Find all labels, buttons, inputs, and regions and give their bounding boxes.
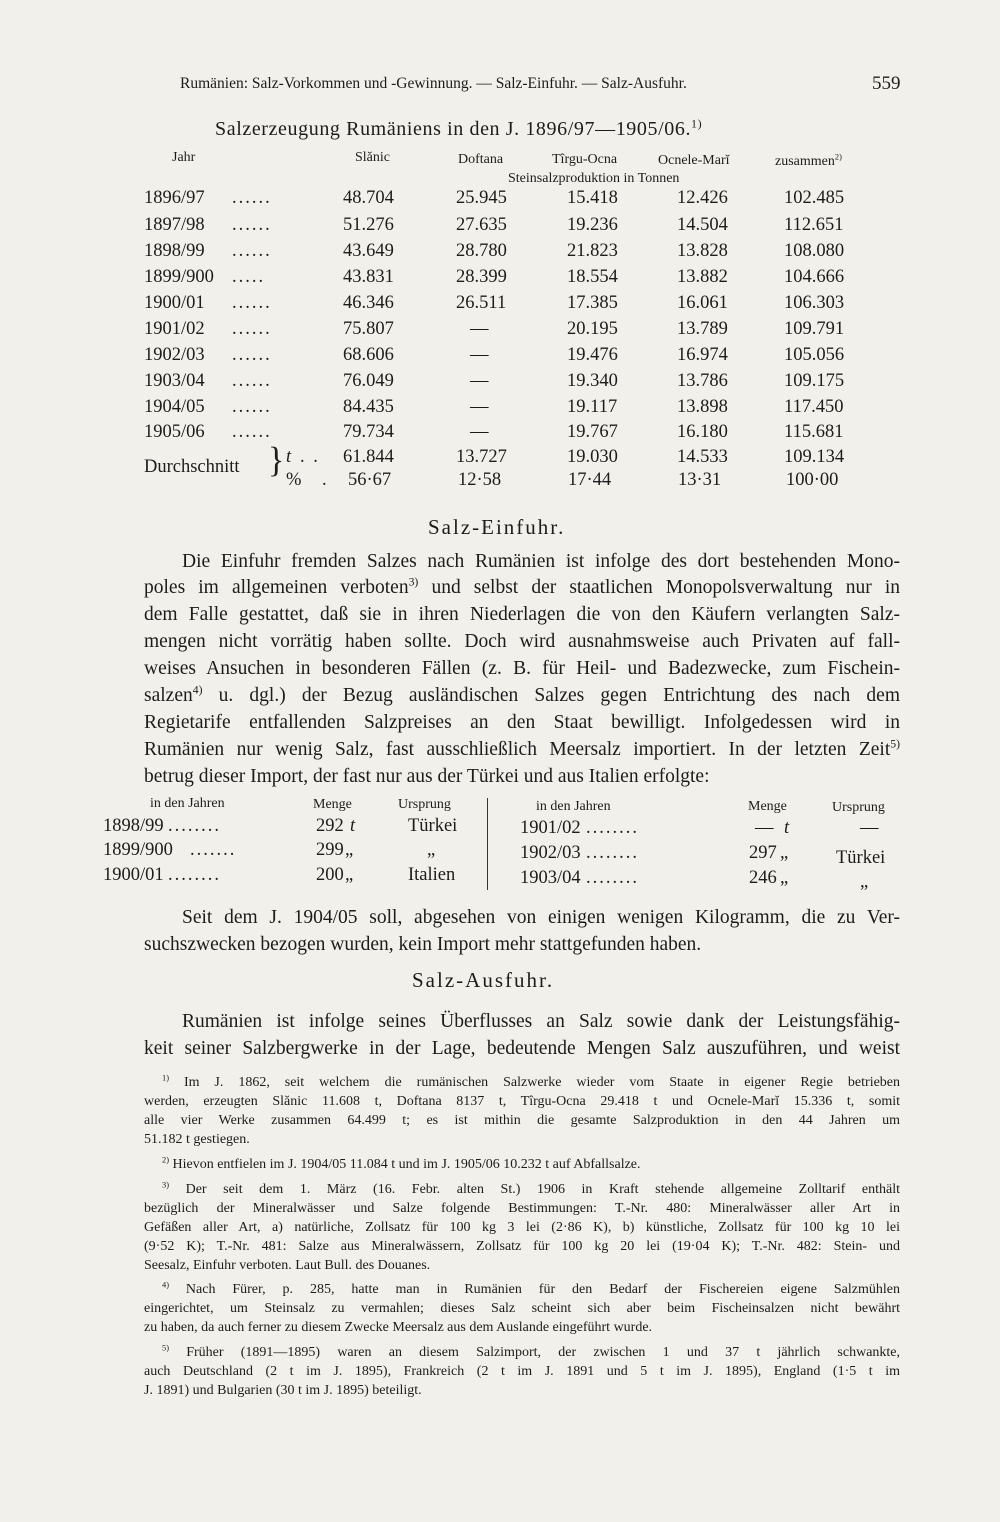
text-line: mengen nicht vorrätig haben sollte. Doch wird ausnahmsweise auch Privaten auf fall- [144,631,900,652]
table-title: Salzerzeugung Rumäniens in den J. 1896/97—1905/06.$^{1)}$ [215,116,703,140]
table-row: 1902/03 ...... 68.606 — 19.476 16.974 105.056 [144,345,845,365]
import-header-years: in den Jahren [150,796,225,811]
footnote-line: 51.182 t gestiegen. [144,1132,250,1147]
footnote-line: alle vier Werke zusammen 64.499 t; es ist mithin die gesamte Salzproduktion in den 44 Jahren um [144,1113,900,1128]
col-header-ocnele: Ocnele-Marĭ [658,153,730,168]
text-line: Rumänien ist infolge seines Überflusses an Salz sowie dank der Leistungsfähig- [182,1011,900,1032]
text-line: Regietarife entfallenden Salzpreises an den Staat bewilligt. Infolgedessen wird in [144,712,900,733]
page-number: 559 [872,73,901,94]
table-row: 1898/99 ...... 43.649 28.780 21.823 13.828 108.080 [144,241,845,261]
text-line: betrug dieser Import, der fast nur aus der Türkei und aus Italien erfolgte: [144,766,710,787]
table-row: 1897/98 ...... 51.276 27.635 19.236 14.504 112.651 [144,215,844,235]
table-row: 1901/02 ...... 75.807 — 20.195 13.789 109.791 [144,319,845,339]
col-header-year: Jahr [172,150,196,165]
table-row: 1896/97 ...... 48.704 25.945 15.418 12.426 102.485 [144,188,845,208]
import-header-origin: Ursprung [398,797,451,812]
col-header-tirgu: Tîrgu-Ocna [552,152,618,167]
table-row: 1905/06 ...... 79.734 — 19.767 16.180 115.681 [144,422,844,442]
table-row: 1900/01 ........ 200 „ Italien [103,865,456,885]
footnote-line: Seesalz, Einfuhr verboten. Laut Bull. des Douanes. [144,1258,431,1273]
footnote-line: eingerichtet, um Steinsalz zu vermahlen; dieses Salz scheint sich aber beim Fischeinsalzen nicht bewährt [144,1301,900,1316]
running-head: Rumänien: Salz-Vorkommen und -Gewinnung. — Salz-Einfuhr. — Salz-Ausfuhr. [180,75,687,92]
footnote-line: $^{5)}$ Früher (1891—1895) waren an diesem Salzimport, der zwischen 1 und 37 t jährlich schwankte, [162,1343,901,1360]
table-row: 1901/02 ........ — t — [520,818,879,838]
text-line: weises Ansuchen in besonderen Fällen (z. B. für Heil- und Badezwecke, zum Fischein- [144,658,900,679]
table-subheader: Steinsalzproduktion in Tonnen [508,171,680,186]
table-row: 1899/900 ....... 299 „ „ [103,840,436,860]
footnote-line: $^{3)}$ Der seit dem 1. März (16. Febr. alten St.) 1906 in Kraft stehende allgemeine Zolltarif enthält [162,1180,901,1197]
col-header-slanic: Slănic [355,150,390,165]
section-heading-import: Salz-Einfuhr. [428,515,566,539]
text-line: Die Einfuhr fremden Salzes nach Rumänien ist infolge des dort bestehenden Mono- [182,551,900,572]
import-header-qty: Menge [313,797,352,812]
text-line: keit seiner Salzbergwerke in der Lage, bedeutende Mengen Salz auszuführen, und weist [144,1038,900,1059]
footnote-line: $^{4)}$ Nach Fürer, p. 285, hatte man in Rumänien für den Bedarf der Fischereien eigene Salzmühlen [162,1280,900,1297]
table-row: 1903/04 ........ 246 „ „ [520,868,869,892]
brace-icon: } [268,441,285,480]
import-header-years: in den Jahren [536,799,611,814]
average-label: Durchschnitt [144,457,240,477]
text-line: salzen$^{4)}$ u. dgl.) der Bezug ausländischen Salzes gegen Entrichtung des nach dem [144,683,901,706]
table-row: t . . 61.844 13.727 19.030 14.533 109.134 [286,447,845,467]
footnote-line: J. 1891) und Bulgarien (30 t im J. 1895) beteiligt. [144,1383,422,1398]
footnote-line: Gefäßen aller Art, a) natürliche, Zollsatz für 100 kg 3 lei (2·86 K), b) künstliche, Zollsatz für 100 kg 10 lei [144,1220,900,1235]
footnote-line: (9·52 K); T.-Nr. 481: Salze aus Mineralwässern, Zollsatz für 100 kg 20 lei (19·04 K); T.-Nr. 482: Stein- und [144,1239,900,1254]
table-row: 1902/03 ........ 297 „ Türkei [520,843,886,868]
table-row: 1904/05 ...... 84.435 — 19.117 13.898 117.450 [144,397,844,417]
col-header-total: zusammen$^{2)}$ [775,152,842,169]
text-line: suchszwecken bezogen wurden, kein Import mehr stattgefunden haben. [144,934,702,955]
table-row: 1903/04 ...... 76.049 — 19.340 13.786 109.175 [144,371,845,391]
footnote-line: $^{1)}$ Im J. 1862, seit welchem die rumänischen Salzwerke wieder vom Staate in eigener Regie betrieben [162,1073,901,1090]
import-header-qty: Menge [748,799,787,814]
table-row: 1900/01 ...... 46.346 26.511 17.385 16.061 106.303 [144,293,845,313]
text-line: Seit dem J. 1904/05 soll, abgesehen von einigen wenigen Kilogramm, die zu Ver- [182,907,900,928]
table-row: 1898/99 ........ 292 t Türkei [103,816,458,836]
footnote-line: zu haben, da auch ferner zu diesem Zwecke Meersalz aus dem Auslande eingeführt wurde. [144,1320,653,1335]
text-line: poles im allgemeinen verboten$^{3)}$ und selbst der staatlichen Monopolsverwaltung nur in [144,575,900,598]
text-line: Rumänien nur wenig Salz, fast ausschließlich Meersalz importiert. In der letzten Zeit$^{5)}$ [144,737,900,760]
footnote-line: $^{2)}$ Hievon entfielen im J. 1904/05 11.084 t und im J. 1905/06 10.232 t auf Abfallsalze. [162,1155,641,1172]
footnote-line: werden, erzeugten Slănic 11.608 t, Doftana 8137 t, Tîrgu-Ocna 29.418 t und Ocnele-Marĭ 15.336 t, somit [144,1094,900,1109]
section-heading-export: Salz-Ausfuhr. [412,968,555,992]
import-header-origin: Ursprung [832,800,885,815]
col-header-doftana: Doftana [458,152,504,167]
table-row: 1899/900 ..... 43.831 28.399 18.554 13.882 104.666 [144,267,845,287]
text-line: dem Falle gestattet, daß sie in ihren Niederlagen die von den Käufern verlangten Salz- [144,604,900,625]
table-row: % . 56·67 12·58 17·44 13·31 100·00 [286,470,839,490]
footnote-line: bezüglich der Mineralwässer und Salze folgende Bestimmungen: T.-Nr. 480: Mineralwässer aller Art in [144,1201,900,1216]
footnote-line: auch Deutschland (2 t im J. 1895), Frankreich (2 t im J. 1891 und 5 t im J. 1895), England (1·5 t im [144,1364,900,1379]
